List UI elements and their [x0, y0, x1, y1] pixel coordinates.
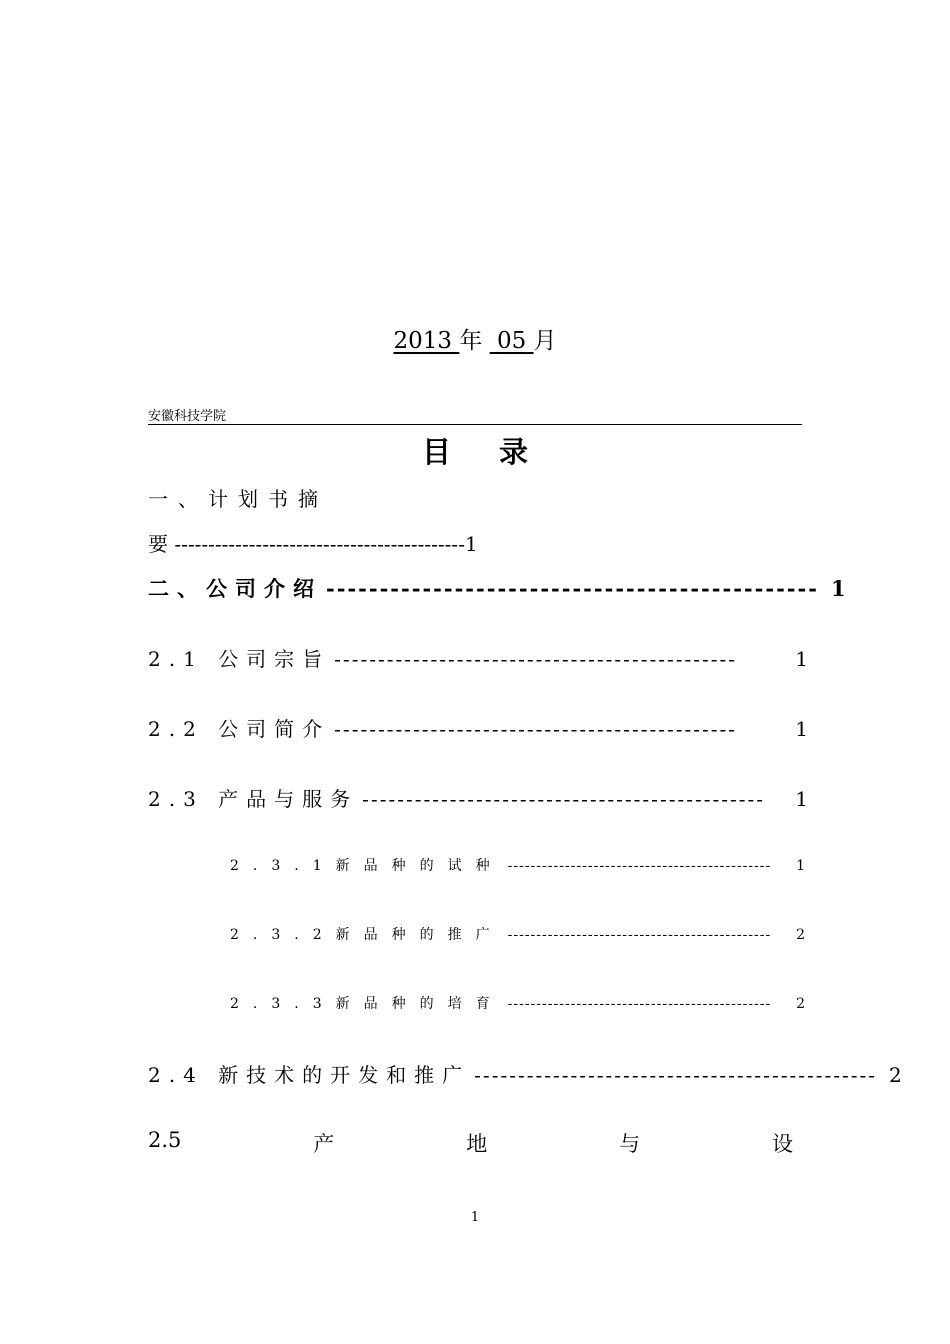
toc-entry-summary-line2[interactable] — [148, 528, 478, 557]
toc-leader-dashes: ---------------------------------------------- — [507, 927, 772, 943]
toc-page-number: 1 — [464, 532, 478, 556]
toc-entry-company-intro[interactable] — [148, 573, 846, 603]
toc-entry-label: 2.2 公司简介 — [148, 717, 331, 741]
toc-leader-dashes: ------------------------------------------- — [174, 532, 465, 556]
toc-entry-2-3-1[interactable] — [230, 855, 805, 875]
toc-page-number: 1 — [830, 576, 846, 601]
date-month: 05 — [496, 328, 527, 354]
toc-page-number: 1 — [795, 717, 808, 741]
toc-page-number: 1 — [795, 647, 808, 671]
toc-entry-2-5-part: 2.5 — [148, 1128, 182, 1152]
toc-entry-2-5-part: 设 — [771, 1132, 793, 1156]
date-year-unit: 年 — [459, 328, 483, 354]
toc-leader-dashes: ---------------------------------------------- — [334, 717, 738, 741]
toc-page-number: 2 — [796, 927, 805, 943]
toc-entry-summary-line1[interactable]: 一、计划书摘 — [148, 487, 328, 511]
toc-leader-dashes: ---------------------------------------------- — [474, 1063, 878, 1087]
toc-page-number: 1 — [796, 858, 805, 874]
toc-entry-label: 要 — [148, 532, 168, 556]
toc-leader-dashes: ---------------------------------------------- — [362, 787, 766, 811]
toc-entry-2-5-part: 与 — [619, 1132, 641, 1156]
toc-leader-dashes: ---------------------------------------------- — [507, 858, 772, 874]
toc-entry-2-1[interactable] — [148, 643, 808, 672]
toc-entry-2-5-part: 地 — [466, 1132, 488, 1156]
toc-entry-label: 二、公司介绍 — [148, 576, 322, 601]
toc-leader-dashes: ---------------------------------------------- — [334, 647, 738, 671]
toc-entry-2-3[interactable] — [148, 783, 808, 812]
toc-entry-2-5-part: 产 — [313, 1132, 335, 1156]
toc-title: 目录 — [421, 435, 576, 469]
toc-entry-2-5[interactable] — [148, 1128, 793, 1158]
page-number: 1 — [470, 1210, 480, 1225]
toc-page-number: 2 — [889, 1063, 902, 1087]
date-year: 2013 — [393, 328, 452, 354]
header-org: 安徽科技学院 — [148, 409, 227, 424]
toc-entry-label: 2.4 新技术的开发和推广 — [148, 1063, 471, 1087]
header-divider — [148, 424, 802, 425]
toc-entry-label: 2.3.2新品种的推广 — [230, 927, 504, 943]
toc-leader-dashes: ---------------------------------------------- — [326, 576, 819, 601]
toc-entry-2-2[interactable] — [148, 713, 808, 742]
toc-leader-dashes: ---------------------------------------------- — [507, 996, 772, 1012]
toc-page-number: 1 — [795, 787, 808, 811]
toc-page-number: 2 — [796, 996, 805, 1012]
toc-entry-label: 2.3.1新品种的试种 — [230, 858, 504, 874]
toc-entry-2-3-2[interactable] — [230, 924, 805, 944]
toc-entry-label: 2.3.3新品种的培育 — [230, 996, 504, 1012]
toc-entry-2-3-3[interactable] — [230, 993, 805, 1013]
date-line — [0, 322, 950, 355]
toc-entry-label: 2.1 公司宗旨 — [148, 647, 331, 671]
date-month-unit: 月 — [533, 328, 557, 354]
toc-entry-label: 2.3 产品与服务 — [148, 787, 359, 811]
toc-entry-2-4[interactable] — [148, 1059, 902, 1088]
